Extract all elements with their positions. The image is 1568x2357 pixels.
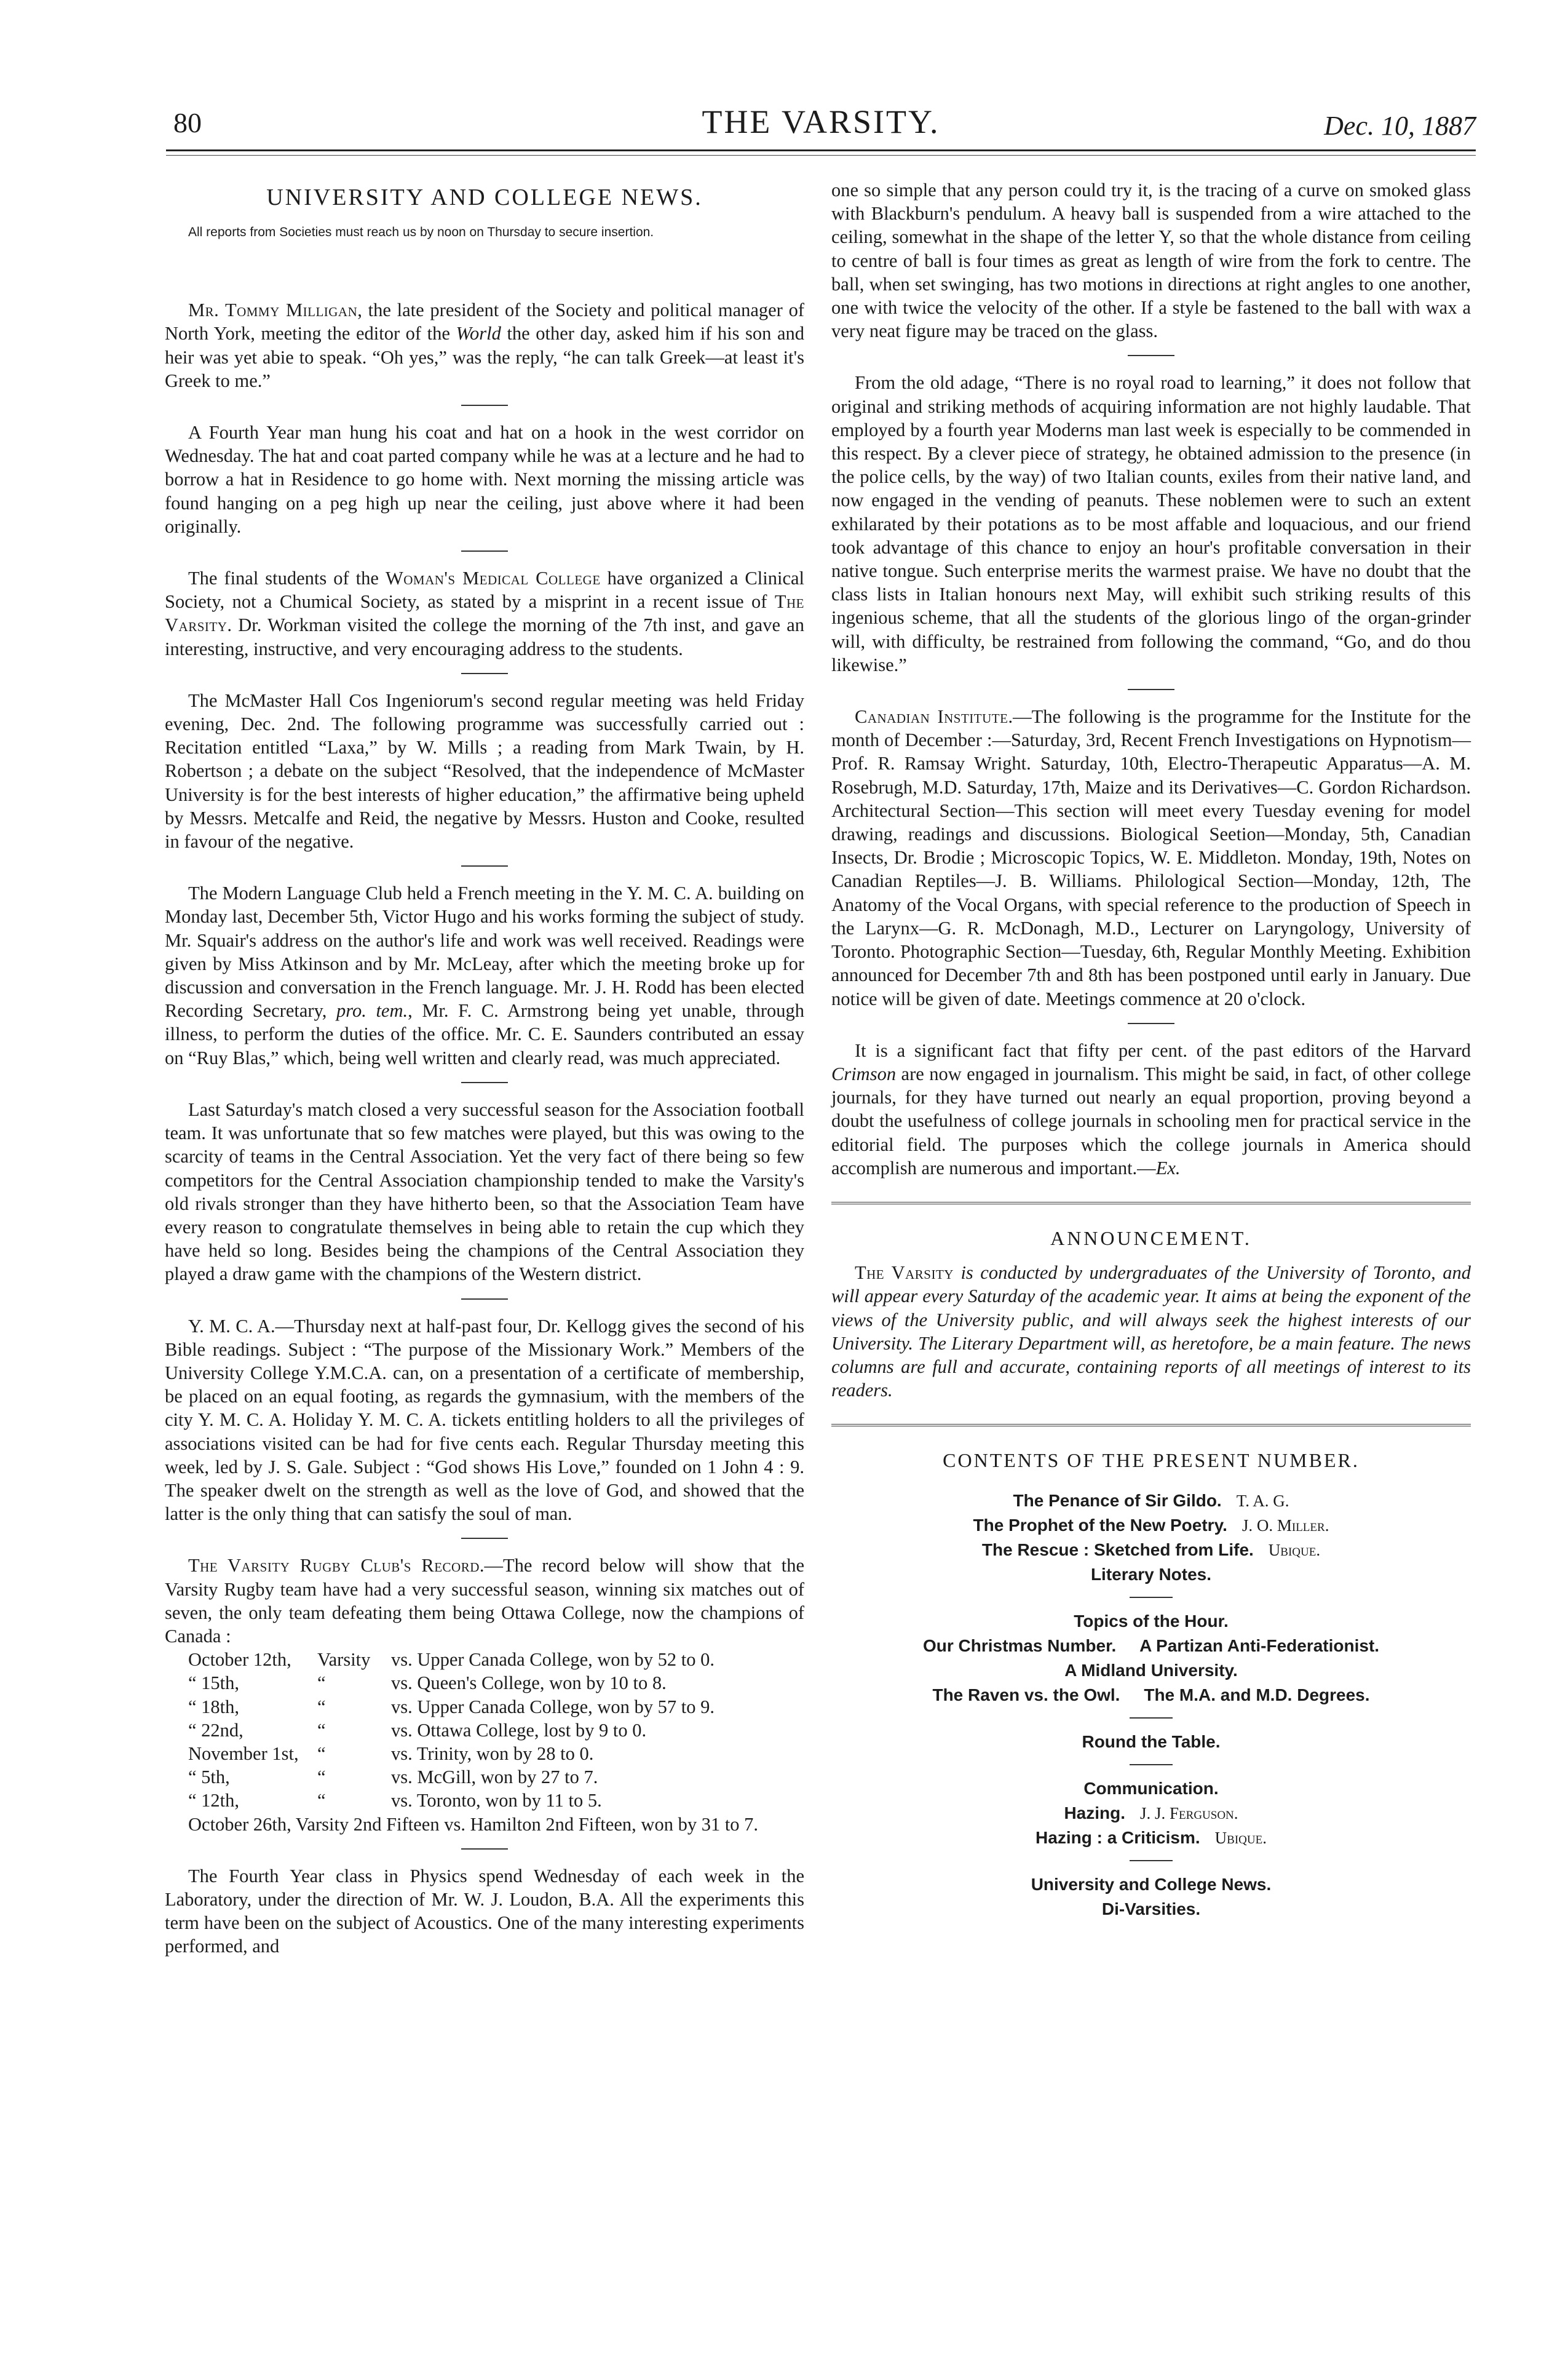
article-text: . Dr. Workman visited the college the morning of the 7th inst, and gave an interesting, instructive, and very encouraging address to the students.: [165, 614, 804, 659]
match-row: “ 12th, “ vs. Toronto, won by 11 to 5.: [188, 1790, 602, 1811]
article-text: .—The record below will show that the Varsity Rugby team have had a very successful season, winning six matches out of seven, the only team defeating them being Ottawa College, now the champions of Canada :: [165, 1555, 804, 1647]
contents-item: A Midland University.: [1064, 1660, 1238, 1680]
masthead: [166, 101, 1476, 145]
article-physics-continued: one so simple that any person could try it, is the tracing of a curve on smoked glass with Blackburn's pendulum. A heavy ball is suspended from a wire attached to the ceiling, somewhat in the shape of the letter Y, so that the whole distance from ceiling to centre of ball is four times as great as length of wire from the fork to centre. The ball, when set swinging, has two motions in directions at right angles to one another, one with twice the velocity of the other. If a style be fastened to the ball with wax a very neat figure may be traced on the glass.: [831, 180, 1471, 342]
masthead-rule-thin: [166, 155, 1476, 156]
article-milligan: [165, 298, 804, 392]
rugby-record-list: [165, 1648, 804, 1812]
match-row: “ 15th, “ vs. Queen's College, won by 10 to 8.: [188, 1672, 667, 1694]
college-name: Woman's Medical College: [385, 568, 601, 589]
match-row: “ 22nd, “ vs. Ottawa College, lost by 9 to 0.: [188, 1719, 647, 1741]
separator-rule: [461, 673, 508, 674]
section-heading: UNIVERSITY AND COLLEGE NEWS.: [266, 185, 703, 210]
article-text: have organized a Clinical Society, not a Chumical Society, as stated by a misprint in a recent issue of: [165, 568, 805, 613]
contents-separator: [1130, 1717, 1173, 1719]
pro-tem: pro. tem.: [336, 1000, 408, 1022]
contents-item: The Rescue : Sketched from Life. Ubique.: [981, 1540, 1321, 1559]
contents-round-table: [831, 1730, 1471, 1754]
article-mcmaster: The McMaster Hall Cos Ingeniorum's second regular meeting was held Friday evening, Dec. 2nd. The following programme was successfully carried out : Recitation entitled “Laxa,” by W. Mills ; a reading from Mark Twain, by H. Robertson ; a debate on the subject “Resolved, that the independence of McMaster University is for the best interests of higher education,” the affirmative being upheld by Messrs. Metcalfe and Reid, the negative by Messrs. Huston and Cooke, resulted in favour of the negative.: [165, 690, 804, 853]
page-number: 80: [173, 107, 202, 138]
separator-rule: [461, 865, 508, 867]
contents-item: The Prophet of the New Poetry. J. O. Miller.: [973, 1515, 1329, 1535]
right-column: [831, 178, 1471, 1922]
separator-rule: [461, 1538, 508, 1539]
contents-separator: [1130, 1764, 1173, 1765]
article-canadian-institute: [831, 705, 1471, 1011]
article-text: the other day, asked him if his son and heir was yet abie to speak. “Oh yes,” was the reply, “he can talk Greek—at least it's Greek to me.”: [165, 323, 804, 391]
rugby-second-fifteen: October 26th, Varsity 2nd Fifteen vs. Hamilton 2nd Fifteen, won by 31 to 7.: [188, 1813, 759, 1835]
article-ymca: Y. M. C. A.—Thursday next at half-past four, Dr. Kellogg gives the second of his Bible readings. Subject : “The purpose of the Missionary Work.” Members of the University College Y.M.C.A. can, on a presentation of a certificate of membership, be placed on an equal footing, as regards the gymnasium, with the members of the city Y. M. C. A. Holiday Y. M. C. A. tickets entitling holders to all the privileges of associations visited can be had for five cents each. Regular Thursday meeting this week, led by J. S. Gale. Subject : “God shows His Love,” founded on 1 John 4 : 9. The speaker dwelt on the strength as well as the love of God, and showed that the latter is the only thing that can satisfy the soul of man.: [165, 1315, 804, 1525]
article-adage: From the old adage, “There is no royal road to learning,” it does not follow that original and striking methods of acquiring information are not highly laudable. That employed by a fourth year Moderns man last week is especially to be commended in this respect. By a clever piece of strategy, he obtained admission to the presence (in the police cells, by the way) of two Italian counts, exiles from their native land, and now engaged in the vending of peanuts. These noblemen were to such an extent exhilarated by their potations as to be most affable and loquacious, and our friend took advantage of this chance to enjoy an hour's profitable conversation in their native tongue. Such enterprise merits the warmest praise. We have no doubt that the class lists in Italian honours next May, will exhibit such striking results of this ingenious scheme, that all the students of the glorious lingo of the organ-grinder will, with difficulty, be restrained from following the command, “Go, and do thou likewise.”: [831, 372, 1471, 675]
separator-rule: [461, 1298, 508, 1300]
varsity-name: The Varsity: [165, 591, 804, 636]
contents-item: University and College News.: [1031, 1874, 1272, 1894]
article-physics: The Fourth Year class in Physics spend Wednesday of each week in the Laboratory, under the direction of Mr. W. J. Loudon, B.A. All the experiments this term have been on the subject of Acoustics. One of the many interesting experiments performed, and: [165, 1865, 804, 1957]
contents-item: The Penance of Sir Gildo. T. A. G.: [1013, 1490, 1289, 1510]
world-newspaper-name: World: [456, 323, 501, 344]
contents-heading: CONTENTS OF THE PRESENT NUMBER.: [943, 1449, 1360, 1472]
article-lead: Canadian Institute: [855, 706, 1008, 728]
announcement-body: [831, 1261, 1471, 1402]
article-text: .—The following is the programme for the Institute for the month of December :—Saturday, 3rd, Recent French Investigations on Hypnotism—Prof. R. Ramsay Wright. Saturday, 10th, Electro-Therapeutic Apparatus—A. M. Rosebrugh, M.D. Saturday, 17th, Maize and its Derivatives—C. Gordon Richardson. Architectural Section—This section will meet every Tuesday evening for model drawing, readings and discussions. Biological Seetion—Monday, 5th, Canadian Insects, Dr. Brodie ; Microscopic Topics, W. E. Middleton. Monday, 19th, Notes on Canadian Reptiles—J. B. Williams. Philological Section—Monday, 12th, The Anatomy of the Vocal Organs, with special reference to the production of Speech in the Larynx—G. R. McDonagh, M.D., Lecturer on Laryngology, University of Toronto. Photographic Section—Tuesday, 6th, Regular Monthly Meeting. Exhibition announced for December 7th and 8th has been postponed until early in January. Due notice will be given of date. Meetings commence at 20 o'clock.: [831, 706, 1471, 1009]
article-football: Last Saturday's match closed a very successful season for the Association football team. It was unfortunate that so few matches were played, but this was owing to the scarcity of teams in the Central Association. Yet the very fact of there being so few competitors for the Central Association championship tended to make the Varsity's old rivals stronger than they have hitherto been, so that the Association Team have every reason to congratulate themselves in being able to retain the cup which they have held so long. Besides being the champions of the Central Association they played a draw game with the champions of the Western district.: [165, 1099, 804, 1285]
match-row: October 12th, Varsity vs. Upper Canada College, won by 52 to 0.: [188, 1649, 715, 1671]
issue-date: Dec. 10, 1887: [1324, 111, 1476, 141]
article-fourth-year: A Fourth Year man hung his coat and hat on a hook in the west corridor on Wednesday. The hat and coat parted company while he was at a lecture and he had to borrow a hat in Residence to go home with. Next morning the missing article was found hanging on a peg high up near the ceiling, just above where it had been originally.: [165, 422, 804, 537]
article-text: The Modern Language Club held a French meeting in the Y. M. C. A. building on Monday last, December 5th, Victor Hugo and his works forming the subject of study. Mr. Squair's address on the author's life and work was well received. Readings were given by Miss Atkinson and by Mr. McLeay, after which the meeting broke up for discussion and conversation in the French language. Mr. J. H. Rodd has been elected Recording Secretary,: [165, 883, 804, 1022]
contents-item: Di-Varsities.: [1101, 1899, 1201, 1918]
contents-list: [831, 1489, 1471, 1587]
masthead-rule: [166, 149, 1476, 151]
separator-rule: [1128, 689, 1174, 690]
article-text: are now engaged in journalism. This might be said, in fact, of other college journals, for they have turned out nearly an equal proportion, proving beyond a doubt the usefulness of college journals in schooling men for practical service in the editorial field. The purposes which the college journals in America should accomplish are numerous and important.—: [831, 1063, 1471, 1178]
article-lead: The Varsity Rugby Club's Record: [188, 1555, 480, 1576]
contents-final: [831, 1872, 1471, 1922]
contents-topics: [831, 1609, 1471, 1707]
contents-item: Hazing. J. J. Ferguson.: [1064, 1803, 1238, 1822]
separator-rule: [461, 405, 508, 406]
article-text: It is a significant fact that fifty per cent. of the past editors of the Harvard: [855, 1039, 1471, 1061]
contents-separator: [1130, 1597, 1173, 1598]
article-text: The final students of the: [188, 568, 386, 589]
match-row: “ 18th, “ vs. Upper Canada College, won by 57 to 9.: [188, 1696, 715, 1717]
contents-item: Literary Notes.: [1090, 1564, 1212, 1584]
contents-subheading: Round the Table.: [1082, 1731, 1221, 1751]
article-medical-college: [165, 566, 804, 661]
article-lead: Mr. Tommy Milligan: [188, 300, 358, 321]
article-text: , the late president of the Society and political manager of North York, meeting the editor of the: [165, 300, 804, 344]
separator-rule: [461, 1082, 508, 1083]
separator-rule: [461, 550, 508, 552]
separator-rule: [1128, 355, 1174, 356]
contents-communication: [831, 1776, 1471, 1850]
separator-rule: [461, 1848, 508, 1850]
contents-item: The Raven vs. the Owl. The M.A. and M.D. Degrees.: [932, 1685, 1370, 1704]
crimson-name: Crimson: [831, 1063, 897, 1084]
separator-rule: [1128, 1023, 1174, 1024]
submission-notice: All reports from Societies must reach us by noon on Thursday to secure insertion.: [188, 225, 654, 240]
contents-item: Hazing : a Criticism. Ubique.: [1035, 1827, 1267, 1847]
contents-rule: [831, 1424, 1471, 1426]
announcement-rule: [831, 1202, 1471, 1204]
contents-subheading: Communication.: [1083, 1778, 1219, 1798]
journal-title: THE VARSITY.: [702, 103, 940, 140]
match-row: “ 5th, “ vs. McGill, won by 27 to 7.: [188, 1767, 598, 1788]
contents-subheading: Topics of the Hour.: [1074, 1611, 1229, 1631]
announcement-heading: ANNOUNCEMENT.: [1050, 1226, 1252, 1249]
source-credit: Ex.: [1155, 1157, 1181, 1178]
match-row: November 1st, “ vs. Trinity, won by 28 to 0.: [188, 1743, 594, 1764]
article-modern-language: [165, 881, 804, 1070]
left-column: [165, 178, 804, 1958]
article-rugby: [165, 1554, 804, 1648]
article-harvard: [831, 1039, 1471, 1180]
contents-separator: [1130, 1860, 1173, 1861]
announcement-lead: The Varsity: [855, 1262, 954, 1284]
contents-item: Our Christmas Number. A Partizan Anti-Federationist.: [922, 1636, 1380, 1655]
article-text: , Mr. F. C. Armstrong being yet unable, through illness, to perform the duties of the office. Mr. C. E. Saunders contributed an essay on “Ruy Blas,” which, being well written and clearly read, was much appreciated.: [165, 1000, 804, 1068]
announcement-text: is conducted by undergraduates of the University of Toronto, and will appear every Saturday of the academic year. It aims at being the exponent of the views of the University public, and will always seek the highest interests of our University. The Literary Department will, as heretofore, be a main feature. The news columns are full and accurate, containing reports of all meetings of interest to its readers.: [831, 1262, 1471, 1401]
